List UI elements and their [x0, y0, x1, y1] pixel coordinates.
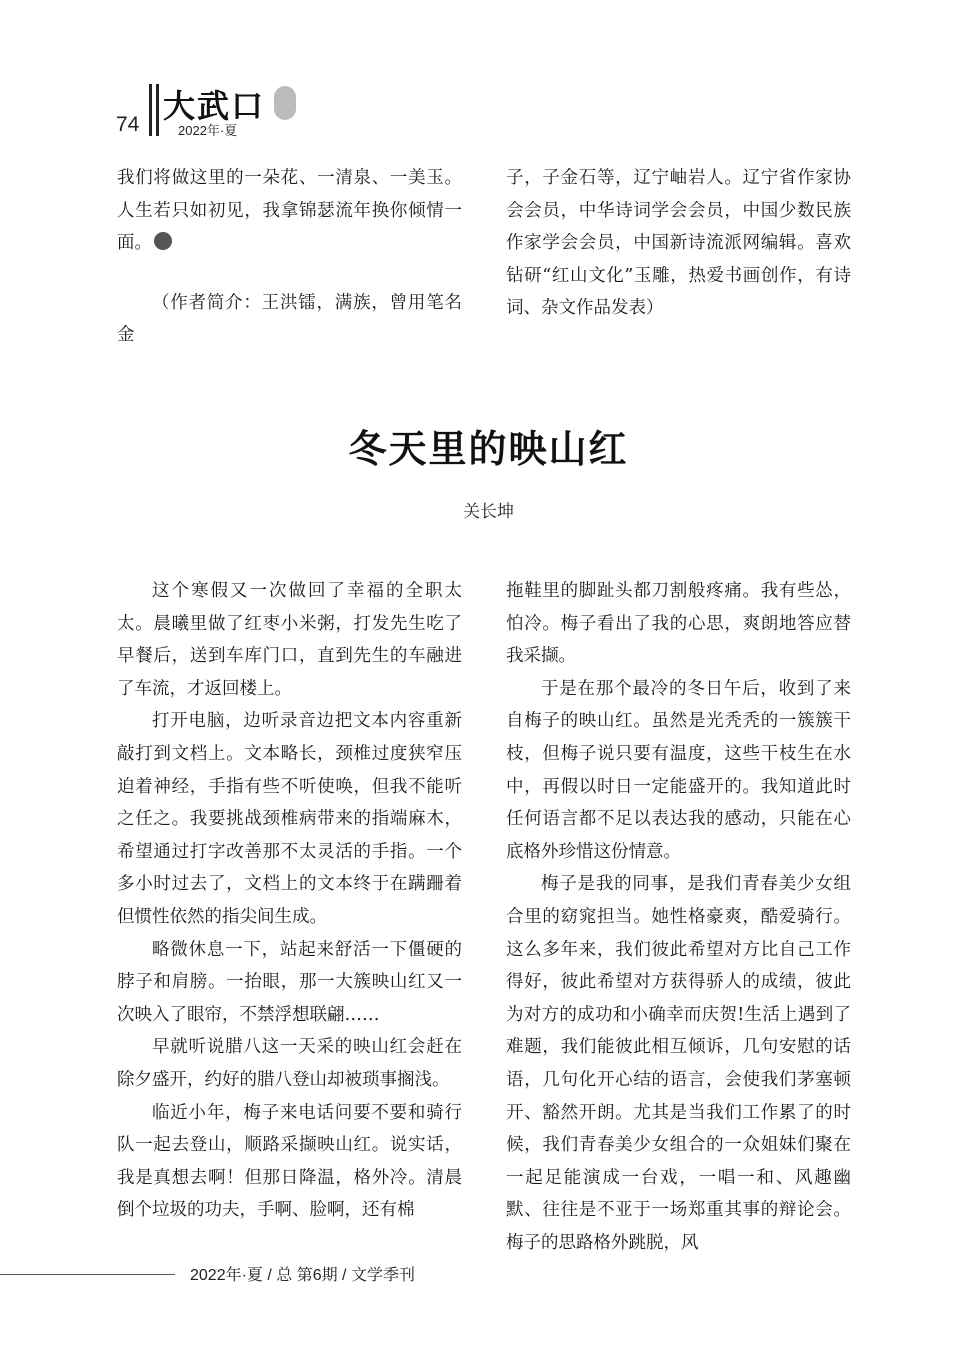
article-column-right: [506, 575, 851, 1259]
author-bio-start: （作者简介：王洪镭，满族，曾用笔名金: [117, 292, 462, 346]
end-mark-icon: [154, 232, 172, 250]
footer-rule: [0, 1274, 175, 1275]
paragraph: 拖鞋里的脚趾头都刀割般疼痛。我有些怂，怕冷。梅子看出了我的心思，爽朗地答应替我采撷。: [506, 581, 851, 667]
header-divider: [156, 84, 159, 136]
paragraph: 略微休息一下，站起来舒活一下僵硬的脖子和肩膀。一抬眼，那一大簇映山红又一次映入了眼帘，不禁浮想联翩……: [117, 939, 462, 1025]
header-divider: [149, 84, 152, 136]
paragraph: 梅子是我的同事，是我们青春美少女组合里的窈窕担当。她性格豪爽，酷爱骑行。这么多年来，我们彼此希望对方比自己工作得好，彼此希望对方获得骄人的成绩，彼此为对方的成功和小确幸而庆贺!生活上遇到了难题，我们能彼此相互倾诉，几句安慰的话语，几句化开心结的语言，会使我们茅塞顿开、豁然开朗。尤其是当我们工作累了的时候，我们青春美少女组合的一众姐妹们聚在一起足能演成一台戏，一唱一和、风趣幽默、往往是不亚于一场郑重其事的辩论会。梅子的思路格外跳脱，风: [506, 874, 851, 1253]
paragraph: 于是在那个最冷的冬日午后，收到了来自梅子的映山红。虽然是光秃秃的一簇簇干枝，但梅子说只要有温度，这些干枝生在水中，再假以时日一定能盛开的。我知道此时任何语言都不足以表达我的感动，只能在心底格外珍惜这份情意。: [506, 678, 851, 862]
article-author: 关长坤: [463, 502, 514, 521]
paragraph: 这个寒假又一次做回了幸福的全职太太。晨曦里做了红枣小米粥，打发先生吃了早餐后，送到车库门口，直到先生的车融进了车流，才返回楼上。: [117, 581, 462, 699]
previous-article-end-right: [506, 162, 851, 325]
seal-icon: [274, 86, 296, 120]
previous-article-end-left: [117, 162, 462, 352]
article-column-left: [117, 575, 462, 1227]
paragraph: 早就听说腊八这一天采的映山红会赶在除夕盛开，约好的腊八登山却被琐事搁浅。: [117, 1037, 462, 1090]
issue-label: 2022年·夏: [178, 123, 238, 138]
footer-issue-info: 2022年·夏 / 总 第6期 / 文学季刊: [190, 1267, 415, 1284]
page-number: 74: [116, 113, 140, 136]
article-title: 冬天里的映山红: [348, 426, 629, 471]
paragraph: 临近小年，梅子来电话问要不要和骑行队一起去登山，顺路采撷映山红。说实话，我是真想去啊！但那日降温，格外冷。清晨倒个垃圾的功夫，手啊、脸啊，还有棉: [117, 1102, 462, 1221]
author-bio-continued: 子，子金石等，辽宁岫岩人。辽宁省作家协会会员，中华诗词学会会员，中国少数民族作家学会会员，中国新诗流派网编辑。喜欢钻研“红山文化”玉雕，热爱书画创作，有诗词、杂文作品发表）: [506, 168, 851, 319]
magazine-logo: 大武口: [163, 87, 266, 125]
paragraph: 打开电脑，边听录音边把文本内容重新敲打到文档上。文本略长，颈椎过度狭窄压迫着神经，手指有些不听使唤，但我不能听之任之。我要挑战颈椎病带来的指端麻木，希望通过打字改善那不太灵活的手指。一个多小时过去了，文档上的文本终于在蹒跚着但惯性依然的指尖间生成。: [117, 711, 462, 927]
paragraph: 我们将做这里的一朵花、一清泉、一美玉。人生若只如初见，我拿锦瑟流年换你倾情一面。: [117, 168, 462, 254]
